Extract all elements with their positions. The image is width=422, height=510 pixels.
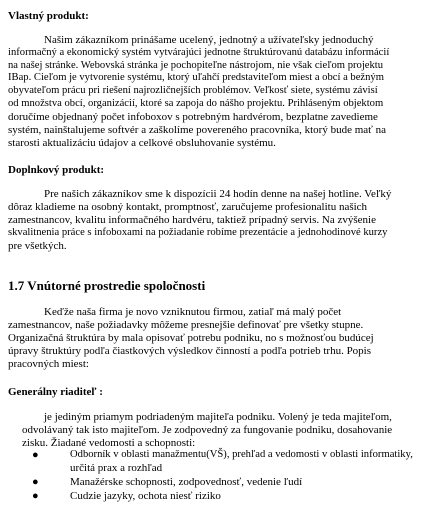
paragraph-line: úpravy štruktúry podľa čiastkových výsledkov činností a podľa potrieb trhu. Popis <box>8 345 372 357</box>
heading-doplnkovy-produkt: Doplnkový produkt: <box>8 164 105 176</box>
paragraph-line: Našim zákazníkom prinášame ucelený, jednotný a užívateľsky jednoduchý <box>44 34 374 46</box>
heading-vnutorne-prostredie: 1.7 Vnútorné prostredie spoločnosti <box>8 278 206 293</box>
bullet-icon: ● <box>32 490 39 502</box>
bullet-icon: ● <box>32 449 39 461</box>
paragraph-line: obyvateľom prácu pri riešení najrozličnejších problémov. Veľkosť siete, systému závisí <box>8 85 378 96</box>
heading-vlastny-produkt: Vlastný produkt: <box>8 10 89 22</box>
list-item: Odborník v oblasti manažmentu(VŠ), prehľad a vedomosti v oblasti informatiky, <box>70 449 413 460</box>
paragraph-line: od množstva obcí, organizácií, ktoré sa zapoja do nášho projektu. Prihláseným objektom <box>8 98 384 109</box>
paragraph-line: Pre našich zákazníkov sme k dispozícii 24 hodín denne na našej hotline. Veľký <box>44 188 392 200</box>
paragraph-line: zamestnancov, kvalitu informačného hardvéru, taktiež prípadný servis. Na zvýšenie <box>8 214 376 226</box>
paragraph-line: starosti aktualizáciu údajov a celkové obsluhovanie systému. <box>8 137 276 149</box>
list-item: Cudzie jazyky, ochota niesť riziko <box>70 490 221 502</box>
paragraph-line: zamestnancov, naše požiadavky môžeme presnejšie definovať pre všetky stupne. <box>8 319 364 331</box>
paragraph-line: pre všetkých. <box>8 240 67 252</box>
bullet-icon: ● <box>32 476 39 488</box>
paragraph-line: na našej stránke. Webovská stránka je pochopiteľne nástrojom, nie však cieľom projektu <box>8 60 383 71</box>
paragraph-line: dôraz kladieme na osobný kontakt, promptnosť, zaručujeme profesionalitu našich <box>8 201 368 213</box>
paragraph-line: Organizačná štruktúra by mala opisovať potrebu podniku, no s možnosťou budúcej <box>8 332 374 344</box>
paragraph-line: informačný a ekonomický systém vytvárajúci jednotne štruktúrovanú databázu informácií <box>8 47 390 58</box>
paragraph-line: doručíme objednaný počet infoboxov s potrebným hardvérom, bezplatne zavedieme <box>8 111 378 123</box>
paragraph-line: skvalitnenia práce s infoboxami na požiadanie robíme prezentácie a jednohodinové kurzy <box>8 227 388 238</box>
paragraph-line: odvolávaný tak isto majiteľom. Je zodpovedný za fungovanie podniku, dosahovanie <box>22 424 393 436</box>
heading-generalny-riaditel: Generálny riaditeľ : <box>8 386 103 398</box>
paragraph-line: zisku. Žiadané vedomosti a schopnosti: <box>22 437 196 449</box>
paragraph-line: je jediným priamym podriadeným majiteľa podniku. Volený je teda majiteľom, <box>44 411 392 423</box>
paragraph-line: Keďže naša firma je novo vzniknutou firmou, zatiaľ má malý počet <box>44 306 342 318</box>
list-item: Manažérske schopnosti, zodpovednosť, vedenie ľudí <box>70 476 303 488</box>
paragraph-line: systém, nainštalujeme softvér a zaškolíme povereného pracovníka, ktorý bude mať na <box>8 124 386 136</box>
list-item: určitá prax a rozhľad <box>70 462 163 474</box>
paragraph-line: pracovných miest: <box>8 358 89 370</box>
paragraph-line: IBap. Cieľom je vytvorenie systému, ktorý uľahčí predstaviteľom miest a obcí a bežným <box>8 72 384 83</box>
